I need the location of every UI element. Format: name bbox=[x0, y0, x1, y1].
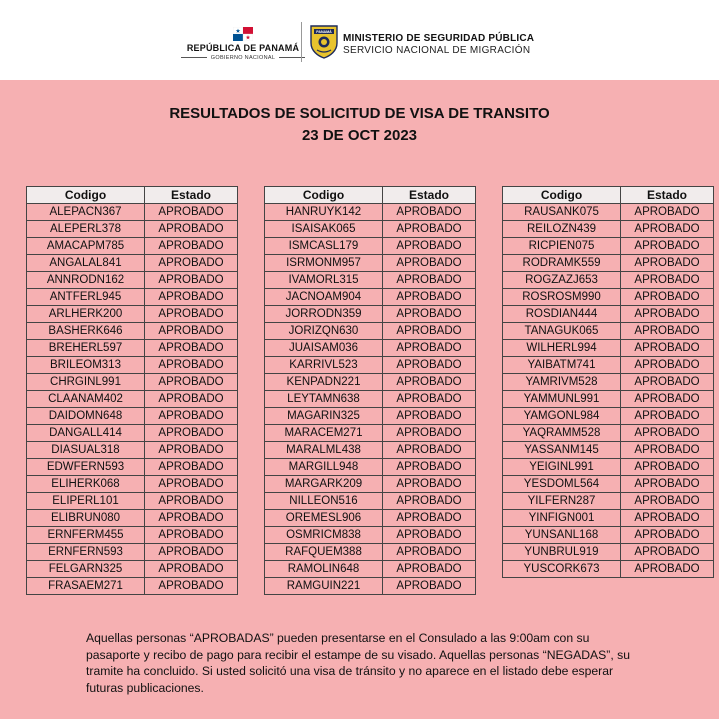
visa-code-cell: YINFIGN001 bbox=[503, 510, 621, 527]
visa-status-cell: APROBADO bbox=[145, 238, 238, 255]
visa-code-cell: RAMGUIN221 bbox=[265, 578, 383, 595]
visa-status-cell: APROBADO bbox=[145, 306, 238, 323]
results-table-3 bbox=[502, 186, 714, 578]
visa-status-cell: APROBADO bbox=[621, 459, 714, 476]
visa-code-cell: JACNOAM904 bbox=[265, 289, 383, 306]
visa-code-cell: NILLEON516 bbox=[265, 493, 383, 510]
visa-code-cell: YAMGONL984 bbox=[503, 408, 621, 425]
table-row bbox=[27, 578, 238, 595]
visa-code-cell: BASHERK646 bbox=[27, 323, 145, 340]
table-row bbox=[27, 425, 238, 442]
header-divider bbox=[301, 22, 302, 62]
visa-status-cell: APROBADO bbox=[383, 425, 476, 442]
visa-code-cell: YUNBRUL919 bbox=[503, 544, 621, 561]
visa-status-cell: APROBADO bbox=[621, 221, 714, 238]
visa-status-cell: APROBADO bbox=[145, 544, 238, 561]
table-row bbox=[27, 442, 238, 459]
table-row bbox=[503, 204, 714, 221]
table-row bbox=[265, 578, 476, 595]
visa-status-cell: APROBADO bbox=[383, 323, 476, 340]
visa-status-cell: APROBADO bbox=[145, 459, 238, 476]
table-row bbox=[265, 425, 476, 442]
table-row bbox=[27, 306, 238, 323]
visa-status-cell: APROBADO bbox=[621, 544, 714, 561]
table-row bbox=[27, 374, 238, 391]
table-row bbox=[503, 527, 714, 544]
visa-code-cell: YESDOML564 bbox=[503, 476, 621, 493]
table-row bbox=[265, 306, 476, 323]
visa-code-cell: KARRIVL523 bbox=[265, 357, 383, 374]
visa-code-cell: FELGARN325 bbox=[27, 561, 145, 578]
visa-status-cell: APROBADO bbox=[383, 510, 476, 527]
visa-code-cell: MARGARK209 bbox=[265, 476, 383, 493]
shield-text: PANAMÁ bbox=[316, 30, 332, 35]
visa-status-cell: APROBADO bbox=[621, 357, 714, 374]
visa-status-cell: APROBADO bbox=[145, 476, 238, 493]
visa-status-cell: APROBADO bbox=[383, 408, 476, 425]
table-row bbox=[27, 527, 238, 544]
visa-status-cell: APROBADO bbox=[621, 374, 714, 391]
visa-status-cell: APROBADO bbox=[621, 442, 714, 459]
table-row bbox=[265, 493, 476, 510]
visa-status-cell: APROBADO bbox=[145, 425, 238, 442]
visa-code-cell: YASSANM145 bbox=[503, 442, 621, 459]
visa-code-cell: DAIDOMN648 bbox=[27, 408, 145, 425]
table-row bbox=[503, 459, 714, 476]
visa-status-cell: APROBADO bbox=[383, 561, 476, 578]
visa-status-cell: APROBADO bbox=[383, 391, 476, 408]
visa-code-cell: ERNFERM455 bbox=[27, 527, 145, 544]
column-header-state: Estado bbox=[621, 187, 714, 204]
visa-code-cell: BREHERL597 bbox=[27, 340, 145, 357]
visa-code-cell: YEIGINL991 bbox=[503, 459, 621, 476]
visa-status-cell: APROBADO bbox=[145, 204, 238, 221]
republic-name: REPÚBLICA DE PANAMÁ bbox=[186, 43, 300, 53]
visa-status-cell: APROBADO bbox=[621, 493, 714, 510]
visa-code-cell: JORRODN359 bbox=[265, 306, 383, 323]
table-row bbox=[27, 221, 238, 238]
table-row bbox=[265, 221, 476, 238]
visa-code-cell: YILFERN287 bbox=[503, 493, 621, 510]
table-row bbox=[265, 408, 476, 425]
visa-status-cell: APROBADO bbox=[145, 391, 238, 408]
visa-status-cell: APROBADO bbox=[383, 374, 476, 391]
table-row bbox=[27, 272, 238, 289]
visa-code-cell: YAMRIVM528 bbox=[503, 374, 621, 391]
column-header-code: Codigo bbox=[503, 187, 621, 204]
table-row bbox=[27, 238, 238, 255]
table-row bbox=[265, 340, 476, 357]
visa-code-cell: IVAMORL315 bbox=[265, 272, 383, 289]
table-row bbox=[27, 391, 238, 408]
visa-status-cell: APROBADO bbox=[383, 340, 476, 357]
document-date: 23 DE OCT 2023 bbox=[301, 127, 418, 144]
visa-code-cell: DANGALL414 bbox=[27, 425, 145, 442]
visa-code-cell: ROGZAZJ653 bbox=[503, 272, 621, 289]
visa-code-cell: WILHERL994 bbox=[503, 340, 621, 357]
column-header-state: Estado bbox=[145, 187, 238, 204]
visa-code-cell: ALEPERL378 bbox=[27, 221, 145, 238]
government-name: GOBIERNO NACIONAL bbox=[170, 55, 316, 61]
visa-status-cell: APROBADO bbox=[383, 272, 476, 289]
visa-code-cell: RICPIEN075 bbox=[503, 238, 621, 255]
visa-code-cell: ANGALAL841 bbox=[27, 255, 145, 272]
visa-status-cell: APROBADO bbox=[621, 323, 714, 340]
visa-status-cell: APROBADO bbox=[621, 306, 714, 323]
visa-status-cell: APROBADO bbox=[621, 204, 714, 221]
visa-status-cell: APROBADO bbox=[145, 561, 238, 578]
visa-status-cell: APROBADO bbox=[621, 476, 714, 493]
table-row bbox=[27, 476, 238, 493]
table-row bbox=[27, 459, 238, 476]
visa-code-cell: JORIZQN630 bbox=[265, 323, 383, 340]
table-row bbox=[27, 204, 238, 221]
visa-status-cell: APROBADO bbox=[621, 238, 714, 255]
table-row bbox=[265, 272, 476, 289]
visa-code-cell: LEYTAMN638 bbox=[265, 391, 383, 408]
table-row bbox=[265, 391, 476, 408]
table-row bbox=[265, 442, 476, 459]
footer-notice: Aquellas personas “APROBADAS” pueden presentarse en el Consulado a las 9:00am con su pasaporte y recibo de pago para recibir el estampe de su visado. Aquellas personas “NEGADAS”, su tramite ha concluido. Si usted solicitó una visa de tránsito y no aparece en el listado debe esperar futuras publicaciones. bbox=[86, 631, 630, 695]
visa-status-cell: APROBADO bbox=[621, 510, 714, 527]
visa-code-cell: YUNSANL168 bbox=[503, 527, 621, 544]
visa-status-cell: APROBADO bbox=[145, 578, 238, 595]
visa-code-cell: ANTFERL945 bbox=[27, 289, 145, 306]
visa-code-cell: RODRAMK559 bbox=[503, 255, 621, 272]
visa-code-cell: YUSCORK673 bbox=[503, 561, 621, 578]
visa-code-cell: ALEPACN367 bbox=[27, 204, 145, 221]
visa-code-cell: MARGILL948 bbox=[265, 459, 383, 476]
table-row bbox=[265, 459, 476, 476]
table-row bbox=[27, 357, 238, 374]
table-row bbox=[503, 357, 714, 374]
visa-code-cell: ARLHERK200 bbox=[27, 306, 145, 323]
table-row bbox=[27, 408, 238, 425]
visa-code-cell: CLAANAM402 bbox=[27, 391, 145, 408]
visa-code-cell: MARALML438 bbox=[265, 442, 383, 459]
table-row bbox=[503, 306, 714, 323]
visa-status-cell: APROBADO bbox=[145, 527, 238, 544]
panama-flag-icon bbox=[233, 27, 253, 41]
table-row bbox=[503, 476, 714, 493]
table-row bbox=[265, 323, 476, 340]
table-row bbox=[265, 374, 476, 391]
visa-code-cell: ROSROSM990 bbox=[503, 289, 621, 306]
table-row bbox=[503, 425, 714, 442]
table-row bbox=[503, 493, 714, 510]
visa-status-cell: APROBADO bbox=[383, 204, 476, 221]
visa-code-cell: REILOZN439 bbox=[503, 221, 621, 238]
table-row bbox=[503, 323, 714, 340]
visa-code-cell: ISRMONM957 bbox=[265, 255, 383, 272]
table-row bbox=[503, 544, 714, 561]
visa-status-cell: APROBADO bbox=[383, 578, 476, 595]
visa-status-cell: APROBADO bbox=[145, 408, 238, 425]
visa-status-cell: APROBADO bbox=[145, 493, 238, 510]
visa-code-cell: JUAISAM036 bbox=[265, 340, 383, 357]
visa-status-cell: APROBADO bbox=[621, 561, 714, 578]
visa-status-cell: APROBADO bbox=[145, 323, 238, 340]
table-row bbox=[503, 255, 714, 272]
visa-status-cell: APROBADO bbox=[383, 357, 476, 374]
table-row bbox=[503, 340, 714, 357]
results-table-1 bbox=[26, 186, 238, 595]
visa-status-cell: APROBADO bbox=[621, 272, 714, 289]
visa-status-cell: APROBADO bbox=[383, 306, 476, 323]
visa-code-cell: ISMCASL179 bbox=[265, 238, 383, 255]
table-row bbox=[27, 561, 238, 578]
visa-status-cell: APROBADO bbox=[383, 442, 476, 459]
visa-status-cell: APROBADO bbox=[621, 289, 714, 306]
table-row bbox=[503, 391, 714, 408]
visa-status-cell: APROBADO bbox=[383, 527, 476, 544]
visa-code-cell: DIASUAL318 bbox=[27, 442, 145, 459]
visa-code-cell: KENPADN221 bbox=[265, 374, 383, 391]
visa-code-cell: RAFQUEM388 bbox=[265, 544, 383, 561]
ministry-name: MINISTERIO DE SEGURIDAD PÚBLICA bbox=[343, 33, 535, 44]
visa-code-cell: YAQRAMM528 bbox=[503, 425, 621, 442]
visa-status-cell: APROBADO bbox=[383, 493, 476, 510]
table-row bbox=[265, 527, 476, 544]
results-table-2 bbox=[264, 186, 476, 595]
visa-code-cell: TANAGUK065 bbox=[503, 323, 621, 340]
table-row bbox=[27, 323, 238, 340]
visa-status-cell: APROBADO bbox=[145, 510, 238, 527]
visa-status-cell: APROBADO bbox=[145, 357, 238, 374]
visa-code-cell: OREMESL906 bbox=[265, 510, 383, 527]
visa-status-cell: APROBADO bbox=[621, 391, 714, 408]
visa-status-cell: APROBADO bbox=[621, 425, 714, 442]
visa-code-cell: AMACAPM785 bbox=[27, 238, 145, 255]
visa-code-cell: YAMMUNL991 bbox=[503, 391, 621, 408]
table-row bbox=[503, 272, 714, 289]
visa-status-cell: APROBADO bbox=[621, 255, 714, 272]
visa-code-cell: ISAISAK065 bbox=[265, 221, 383, 238]
table-row bbox=[503, 408, 714, 425]
table-row bbox=[503, 442, 714, 459]
visa-code-cell: MAGARIN325 bbox=[265, 408, 383, 425]
table-row bbox=[265, 289, 476, 306]
visa-status-cell: APROBADO bbox=[383, 459, 476, 476]
document-title: RESULTADOS DE SOLICITUD DE VISA DE TRANSITO bbox=[169, 105, 550, 122]
visa-code-cell: ANNRODN162 bbox=[27, 272, 145, 289]
visa-code-cell: YAIBATM741 bbox=[503, 357, 621, 374]
table-row bbox=[265, 561, 476, 578]
visa-status-cell: APROBADO bbox=[145, 340, 238, 357]
migration-shield-icon bbox=[310, 25, 338, 59]
visa-status-cell: APROBADO bbox=[621, 340, 714, 357]
visa-code-cell: ELIPERL101 bbox=[27, 493, 145, 510]
visa-code-cell: ROSDIAN444 bbox=[503, 306, 621, 323]
table-row bbox=[27, 544, 238, 561]
visa-status-cell: APROBADO bbox=[145, 221, 238, 238]
visa-status-cell: APROBADO bbox=[383, 476, 476, 493]
table-row bbox=[503, 510, 714, 527]
visa-code-cell: CHRGINL991 bbox=[27, 374, 145, 391]
visa-status-cell: APROBADO bbox=[621, 408, 714, 425]
visa-status-cell: APROBADO bbox=[145, 374, 238, 391]
table-row bbox=[27, 255, 238, 272]
visa-status-cell: APROBADO bbox=[383, 238, 476, 255]
column-header-state: Estado bbox=[383, 187, 476, 204]
visa-code-cell: RAMOLIN648 bbox=[265, 561, 383, 578]
visa-status-cell: APROBADO bbox=[145, 272, 238, 289]
visa-status-cell: APROBADO bbox=[383, 255, 476, 272]
table-row bbox=[503, 238, 714, 255]
table-row bbox=[503, 221, 714, 238]
visa-code-cell: ERNFERN593 bbox=[27, 544, 145, 561]
table-row bbox=[27, 289, 238, 306]
visa-code-cell: MARACEM271 bbox=[265, 425, 383, 442]
table-row bbox=[27, 510, 238, 527]
service-name: SERVICIO NACIONAL DE MIGRACIÓN bbox=[343, 45, 531, 56]
table-row bbox=[265, 255, 476, 272]
table-row bbox=[265, 476, 476, 493]
visa-code-cell: BRILEOM313 bbox=[27, 357, 145, 374]
visa-code-cell: ELIHERK068 bbox=[27, 476, 145, 493]
table-row bbox=[27, 493, 238, 510]
visa-status-cell: APROBADO bbox=[621, 527, 714, 544]
table-row bbox=[265, 357, 476, 374]
visa-status-cell: APROBADO bbox=[383, 544, 476, 561]
table-row bbox=[265, 204, 476, 221]
visa-code-cell: ELIBRUN080 bbox=[27, 510, 145, 527]
column-header-code: Codigo bbox=[265, 187, 383, 204]
visa-code-cell: OSMRICM838 bbox=[265, 527, 383, 544]
column-header-code: Codigo bbox=[27, 187, 145, 204]
table-row bbox=[27, 340, 238, 357]
visa-code-cell: RAUSANK075 bbox=[503, 204, 621, 221]
visa-status-cell: APROBADO bbox=[383, 221, 476, 238]
table-row bbox=[265, 544, 476, 561]
visa-status-cell: APROBADO bbox=[145, 255, 238, 272]
visa-code-cell: FRASAEM271 bbox=[27, 578, 145, 595]
visa-status-cell: APROBADO bbox=[383, 289, 476, 306]
visa-status-cell: APROBADO bbox=[145, 289, 238, 306]
table-row bbox=[503, 289, 714, 306]
visa-status-cell: APROBADO bbox=[145, 442, 238, 459]
table-row bbox=[503, 374, 714, 391]
visa-code-cell: EDWFERN593 bbox=[27, 459, 145, 476]
visa-code-cell: HANRUYK142 bbox=[265, 204, 383, 221]
header-bar bbox=[0, 0, 719, 80]
table-row bbox=[503, 561, 714, 578]
table-row bbox=[265, 510, 476, 527]
table-row bbox=[265, 238, 476, 255]
